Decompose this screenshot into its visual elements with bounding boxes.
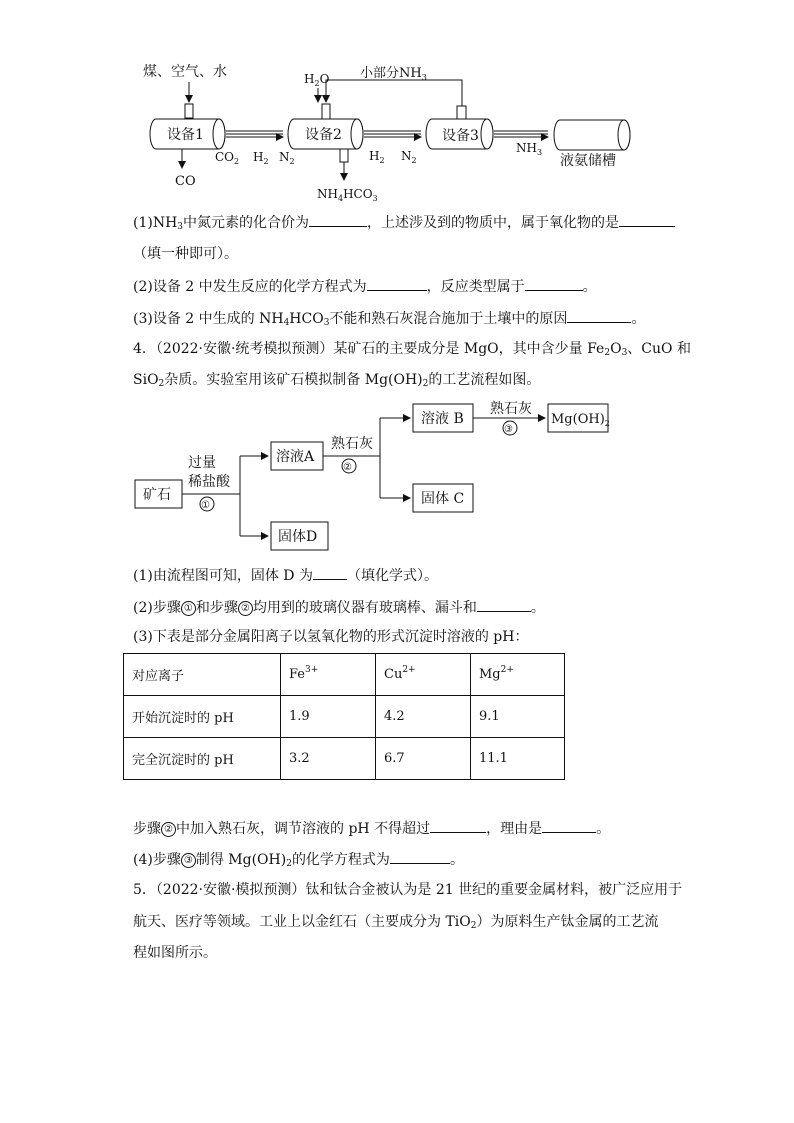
q3-part2: (2)设备 2 中发生反应的化学方程式为 ，反应类型属于 。 xyxy=(133,276,597,297)
co2-label: $CO_2$ xyxy=(215,150,240,166)
q4-part3-intro: (3)下表是部分金属阳离子以氢氧化物的形式沉淀时溶液的 pH： xyxy=(133,629,529,645)
reagent1-line2: 稀盐酸 xyxy=(188,474,230,490)
table-cell: 3.2 xyxy=(281,738,376,780)
step3-number: ③ xyxy=(504,424,513,435)
device2-cylinder xyxy=(288,119,363,149)
mgoh2-flowchart xyxy=(0,398,794,558)
h2o-label: $H_2O$ xyxy=(304,72,330,88)
table-cell: 1.9 xyxy=(281,696,376,738)
device3-label: 设备3 xyxy=(442,128,479,144)
ammonia-tank xyxy=(554,120,630,150)
table-header-cell: 对应离子 xyxy=(124,654,281,696)
tank-label: 液氨储槽 xyxy=(560,153,616,169)
device2-bottom-port xyxy=(340,149,348,162)
answer-blank[interactable] xyxy=(309,212,367,227)
nh3-label: $NH_3$ xyxy=(516,141,543,157)
input-port xyxy=(185,104,193,118)
q3-part1-line2: （填一种即可）。 xyxy=(133,246,238,262)
table-header-cell: $Mg^{2+}$ xyxy=(471,654,565,696)
answer-blank[interactable] xyxy=(430,818,486,833)
table-cell: 9.1 xyxy=(471,696,565,738)
answer-blank[interactable] xyxy=(525,276,583,291)
solidD-label: 固体D xyxy=(278,529,318,545)
h2-label-2: $H_2$ xyxy=(369,149,385,165)
table-cell: 11.1 xyxy=(471,738,565,780)
pipe-2-3 xyxy=(364,131,421,137)
table-cell: 6.7 xyxy=(376,738,471,780)
nh3-recycle-line xyxy=(326,80,462,106)
device1-label: 设备1 xyxy=(167,127,204,143)
small-nh3-label: 小部分$NH_3$ xyxy=(360,66,427,82)
q3-part1-line1: $(1)NH_3$中氮元素的化合价为 ，上述涉及到的物质中，属于氧化物的是 xyxy=(133,212,675,233)
reagent2-label: 熟石灰 xyxy=(331,436,373,452)
q4-intro-line1: 4．（2022·安徽·统考模拟预测）某矿石的主要成分是 MgO，其中含少量 $Fe_2O_3$、CuO 和 xyxy=(133,341,691,358)
table-row xyxy=(124,696,565,738)
device1-cylinder xyxy=(150,119,225,149)
q4-part1: (1)由流程图可知，固体 D 为 （填化学式）。 xyxy=(133,565,438,586)
step2-number: ② xyxy=(343,462,352,473)
step1-number: ① xyxy=(201,500,210,511)
answer-blank[interactable] xyxy=(477,597,531,612)
solB-label: 溶液 B xyxy=(421,411,464,427)
table-row xyxy=(124,738,565,780)
h2-label-1: $H_2$ xyxy=(253,150,269,166)
table-cell: 完全沉淀时的 pH xyxy=(124,738,281,780)
pipe-3-tank xyxy=(494,131,548,137)
co-label: CO xyxy=(175,174,196,189)
q5-line2: 航天、医疗等领域。工业上以金红石（主要成分为 TiO$_2$）为原料生产钛金属的工艺流 xyxy=(133,914,659,931)
nh4hco3-label: $NH_4HCO_3$ xyxy=(317,187,378,203)
pipe-1-2 xyxy=(226,131,283,137)
answer-blank[interactable] xyxy=(619,212,675,227)
solidC-label: 固体 C xyxy=(421,491,465,507)
answer-blank[interactable] xyxy=(542,818,596,833)
device2-label: 设备2 xyxy=(305,127,342,143)
reagent3-label: 熟石灰 xyxy=(490,401,532,417)
n2-label-2: $N_2$ xyxy=(401,149,417,165)
table-cell: 4.2 xyxy=(376,696,471,738)
reagent1-line1: 过量 xyxy=(188,455,216,471)
input-materials-label: 煤、空气、水 xyxy=(143,64,227,80)
table-header-row xyxy=(124,654,565,696)
device3-cylinder xyxy=(426,119,493,149)
q4-intro-line2: SiO$_2$杂质。实验室用该矿石模拟制备 $Mg(OH)_2$的工艺流程如图。 xyxy=(133,372,541,389)
ammonia-process-diagram xyxy=(0,0,794,210)
answer-blank[interactable] xyxy=(313,565,347,580)
q3-part3: (3)设备 2 中生成的 $NH_4HCO_3$不能和熟石灰混合施加于土壤中的原因 。 xyxy=(133,308,645,329)
q4-part3-question: 步骤 ② 中加入熟石灰，调节溶液的 pH 不得超过 ，理由是 。 xyxy=(133,818,610,839)
product-label: $Mg(OH)_2$ xyxy=(551,412,610,428)
device3-top-port xyxy=(457,106,466,119)
precipitation-ph-table xyxy=(123,653,565,780)
answer-blank[interactable] xyxy=(367,276,427,291)
q5-line1: 5．（2022·安徽·模拟预测）钛和钛合金被认为是 21 世纪的重要金属材料，被广泛应用于 xyxy=(133,882,683,898)
solA-label: 溶液A xyxy=(276,449,315,465)
q4-part2: (2)步骤 ① 和步骤 ② 均用到的玻璃仪器有玻璃棒、漏斗和 。 xyxy=(133,597,545,618)
device2-top-port xyxy=(322,104,330,119)
ore-label: 矿石 xyxy=(143,487,171,503)
table-header-cell: $Cu^{2+}$ xyxy=(376,654,471,696)
table-cell: 开始沉淀时的 pH xyxy=(124,696,281,738)
n2-label-1: $N_2$ xyxy=(279,150,295,166)
q4-part4: (4)步骤 ③ 制得 $Mg(OH)_2$的化学方程式为 。 xyxy=(133,849,464,870)
table-header-cell: $Fe^{3+}$ xyxy=(281,654,376,696)
answer-blank[interactable] xyxy=(567,308,631,323)
q5-line3: 程如图所示。 xyxy=(133,945,217,961)
answer-blank[interactable] xyxy=(390,849,450,864)
